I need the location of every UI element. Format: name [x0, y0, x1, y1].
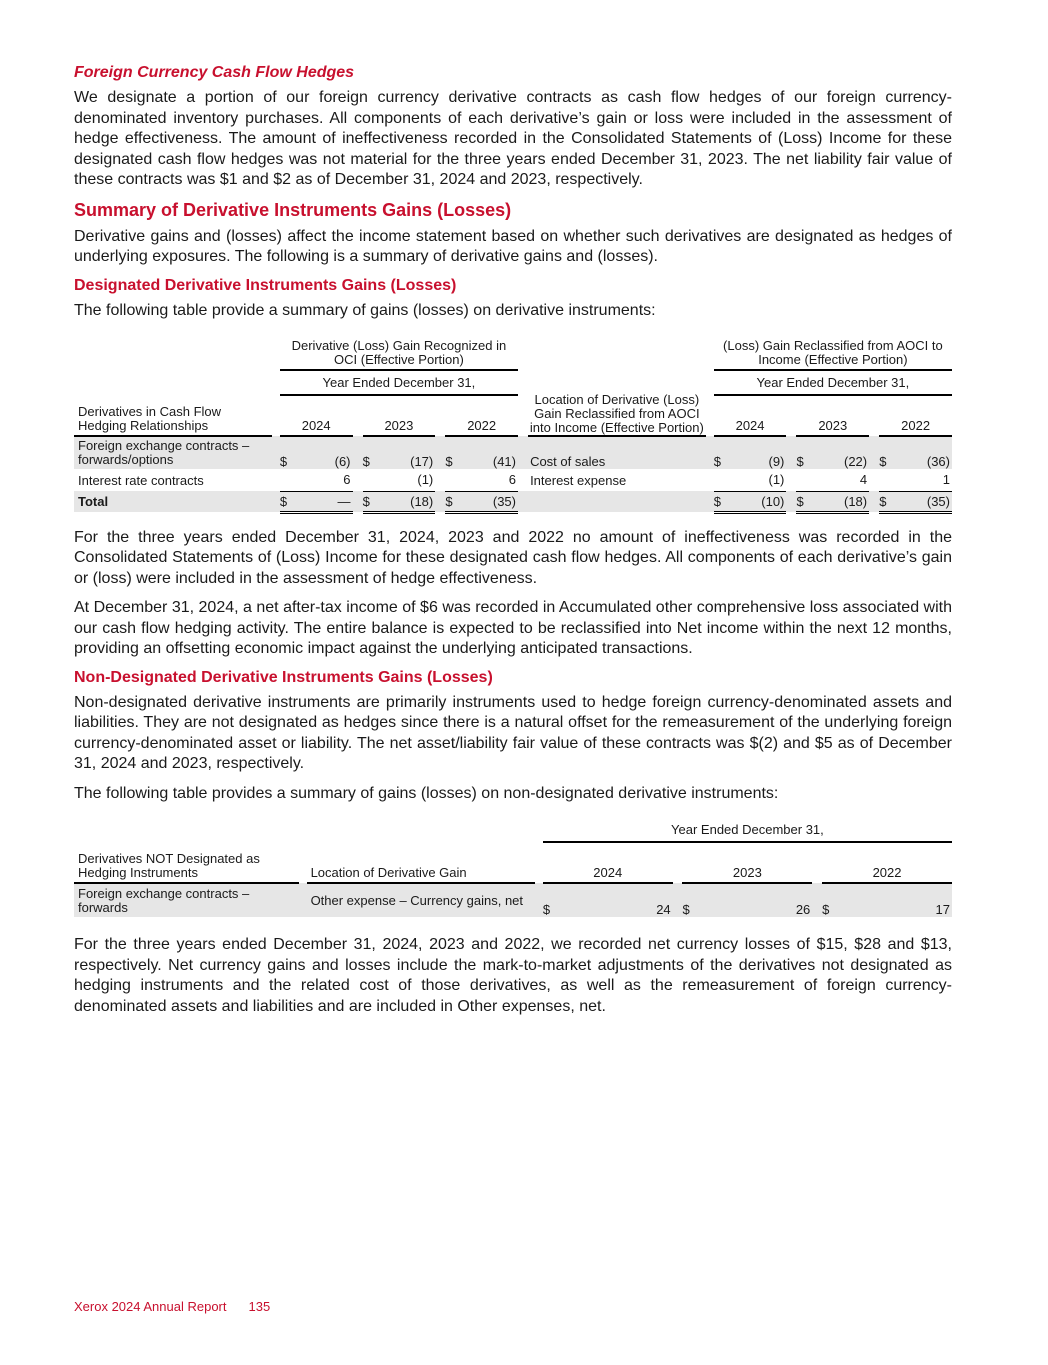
value-oci-2022: (41)	[459, 436, 518, 469]
currency-symbol: $	[280, 491, 294, 512]
heading-foreign-currency-cash-flow-hedges: Foreign Currency Cash Flow Hedges	[74, 64, 355, 81]
value-aoci-2022: (36)	[893, 436, 952, 469]
total-aoci-2024: (10)	[728, 491, 787, 512]
footer-report-title: Xerox 2024 Annual Report	[74, 1299, 227, 1314]
value-oci-2023: (17)	[377, 436, 436, 469]
heading-non-designated-derivative-gains: Non-Designated Derivative Instruments Gains (Losses)	[74, 668, 493, 686]
paragraph-net-currency-losses: For the three years ended December 31, 2024, 2023 and 2022, we recorded net currency losses of $15, $28 and $13, respectively. Net currency gains and losses include the mark-to-market adjustments of the derivatives not designated as hedging instruments and the related cost of those derivatives, as well as the remeasurement of foreign currency-denominated assets and liabilities and are included in Other expenses, net.	[74, 936, 952, 1015]
currency-symbol: $	[543, 883, 557, 917]
page-footer	[74, 1299, 270, 1314]
currency-symbol: $	[714, 491, 728, 512]
page-number: 135	[248, 1299, 271, 1314]
total-oci-2023: (18)	[377, 491, 436, 512]
row-label: Foreign exchange contracts – forwards/options	[74, 436, 272, 469]
header-2024: 2024	[543, 842, 673, 883]
heading-designated-derivative-gains: Designated Derivative Instruments Gains (Losses)	[74, 276, 457, 294]
total-aoci-2022: (35)	[893, 491, 952, 512]
document-page	[74, 64, 952, 1026]
table-row	[74, 469, 952, 491]
table-row	[74, 436, 952, 469]
total-aoci-2023: (18)	[811, 491, 870, 512]
value-aoci-2023: (22)	[811, 436, 870, 469]
header-2023: 2023	[682, 842, 812, 883]
currency-symbol: $	[796, 436, 810, 469]
value-aoci-2024: (9)	[728, 436, 787, 469]
value-oci-2024: 6	[343, 472, 351, 488]
value-oci-2022: 6	[508, 472, 516, 488]
value-aoci-2022: 1	[942, 472, 950, 488]
value-2022: 17	[836, 883, 952, 917]
value-oci-2024: (6)	[294, 436, 353, 469]
value-2024: 24	[557, 883, 673, 917]
non-designated-derivatives-table	[74, 822, 952, 917]
currency-symbol: $	[445, 436, 459, 469]
header-instrument: Derivatives in Cash Flow Hedging Relationships	[74, 395, 272, 436]
currency-symbol: $	[796, 491, 810, 512]
paragraph-aoci-balance: At December 31, 2024, a net after-tax income of $6 was recorded in Accumulated other comprehensive loss associated with our cash flow hedging activity. The entire balance is expected to be reclassified into Net income within the next 12 months, providing an offsetting economic impact against the underlying anticipated transactions.	[74, 599, 952, 657]
heading-summary-derivative-gains: Summary of Derivative Instruments Gains (Losses)	[74, 199, 512, 220]
value-aoci-2023: 4	[859, 472, 868, 488]
paragraph-non-designated: Non-designated derivative instruments are primarily instruments used to hedge foreign currency-denominated assets and liabilities. They are not designated as hedges since there is a natural offset for the remeasurement of the underlying foreign currency-denominated asset or liability. The net asset/liability fair value of these contracts was $(2) and $5 as of December 31, 2024 and 2023, respectively.	[74, 693, 952, 772]
header-location: Location of Derivative (Loss) Gain Reclassified from AOCI into Income (Effective Portion)	[528, 339, 706, 436]
header-year-ended: Year Ended December 31,	[543, 822, 952, 842]
currency-symbol: $	[879, 436, 893, 469]
paragraph-designated-intro: The following table provide a summary of gains (losses) on derivative instruments:	[74, 301, 656, 319]
currency-symbol: $	[879, 491, 893, 512]
header-oci-2022: 2022	[445, 395, 518, 436]
header-oci-2024: 2024	[280, 395, 353, 436]
header-location: Location of Derivative Gain	[307, 842, 535, 883]
row-label-total: Total	[74, 491, 272, 512]
currency-symbol: $	[363, 491, 377, 512]
value-aoci-2024: (1)	[768, 472, 785, 488]
paragraph-ineffectiveness: For the three years ended December 31, 2024, 2023 and 2022 no amount of ineffectiveness was recorded in the Consolidated Statements of (Loss) Income for these designated cash flow hedges. All components of each derivative’s gain or (loss) were included in the assessment of hedge effectiveness.	[74, 528, 952, 587]
header-aoci-2024: 2024	[714, 395, 787, 436]
row-location: Interest expense	[530, 472, 627, 488]
header-year-ended-aoci: Year Ended December 31,	[714, 370, 952, 395]
total-oci-2022: (35)	[459, 491, 518, 512]
header-instrument: Derivatives NOT Designated as Hedging Instruments	[74, 842, 299, 883]
header-group-oci: Derivative (Loss) Gain Recognized in OCI (Effective Portion)	[280, 339, 518, 370]
header-year-ended-oci: Year Ended December 31,	[280, 370, 518, 395]
table-row	[74, 883, 952, 917]
row-label: Interest rate contracts	[78, 472, 204, 488]
header-oci-2023: 2023	[363, 395, 436, 436]
row-location	[528, 491, 706, 512]
currency-symbol: $	[280, 436, 294, 469]
header-group-aoci: (Loss) Gain Reclassified from AOCI to Income (Effective Portion)	[714, 339, 952, 370]
value-2023: 26	[696, 883, 812, 917]
designated-derivatives-table	[74, 339, 952, 514]
currency-symbol: $	[445, 491, 459, 512]
header-2022: 2022	[822, 842, 952, 883]
row-label: Foreign exchange contracts – forwards	[74, 883, 299, 917]
header-aoci-2022: 2022	[879, 395, 952, 436]
row-location: Cost of sales	[528, 436, 706, 469]
header-aoci-2023: 2023	[796, 395, 869, 436]
currency-symbol: $	[822, 883, 836, 917]
currency-symbol: $	[682, 883, 696, 917]
paragraph-summary: Derivative gains and (losses) affect the income statement based on whether such derivatives are designated as hedges of underlying exposures. The following is a summary of derivative gains and (losses).	[74, 227, 952, 265]
currency-symbol: $	[714, 436, 728, 469]
row-location: Other expense – Currency gains, net	[307, 883, 535, 917]
table-row-total	[74, 491, 952, 512]
total-oci-2024: —	[294, 491, 353, 512]
value-oci-2023: (1)	[417, 472, 434, 488]
paragraph-cash-flow-hedges: We designate a portion of our foreign currency derivative contracts as cash flow hedges of our foreign currency-denominated inventory purchases. All components of each derivative’s gain or loss were included in the assessment of hedge effectiveness. The amount of ineffectiveness recorded in the Consolidated Statements of (Loss) Income for these designated cash flow hedges was not material for the three years ended December 31, 2023. The net liability fair value of these contracts was $1 and $2 as of December 31, 2024 and 2023, respectively.	[74, 89, 952, 188]
paragraph-non-designated-intro: The following table provides a summary of gains (losses) on non-designated derivative instruments:	[74, 784, 779, 802]
currency-symbol: $	[363, 436, 377, 469]
